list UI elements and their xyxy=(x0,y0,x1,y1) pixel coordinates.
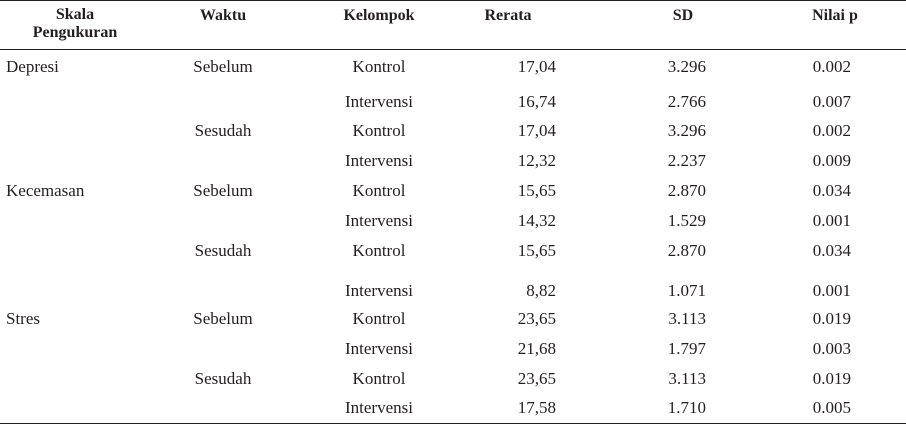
cell-rerata: 23,65 xyxy=(517,309,556,328)
cell-nilai-p: 0.019 xyxy=(812,309,851,328)
cell-kelompok: Kontrol xyxy=(352,57,406,76)
cell-sd: 3.113 xyxy=(668,369,706,388)
cell-rerata: 16,74 xyxy=(517,92,556,111)
cell-sd: 1.071 xyxy=(667,281,706,300)
header-skala xyxy=(6,6,144,42)
cell-kelompok: Kontrol xyxy=(352,121,406,140)
cell-kelompok: Intervensi xyxy=(345,151,413,170)
cell-sd: 2.237 xyxy=(667,151,706,170)
header-nilai-p: Nilai p xyxy=(812,7,858,24)
cell-kelompok: Intervensi xyxy=(345,92,413,111)
cell-rerata: 17,04 xyxy=(517,121,556,140)
cell-waktu: Sebelum xyxy=(193,57,253,76)
cell-kelompok: Kontrol xyxy=(352,369,406,388)
cell-skala: Stres xyxy=(6,309,40,328)
cell-nilai-p: 0.001 xyxy=(812,211,851,230)
cell-nilai-p: 0.002 xyxy=(812,57,851,76)
cell-kelompok: Kontrol xyxy=(352,241,406,260)
cell-waktu: Sesudah xyxy=(194,369,252,388)
cell-skala: Kecemasan xyxy=(6,181,85,200)
header-skala-line1: Skala xyxy=(55,6,95,23)
cell-sd: 2.766 xyxy=(667,92,706,111)
cell-rerata: 8,82 xyxy=(526,281,556,300)
cell-nilai-p: 0.019 xyxy=(812,369,851,388)
cell-nilai-p: 0.034 xyxy=(812,181,851,200)
cell-kelompok: Intervensi xyxy=(345,211,413,230)
cell-rerata: 17,58 xyxy=(517,398,556,417)
cell-nilai-p: 0.009 xyxy=(812,151,851,170)
table-top-rule xyxy=(0,0,906,1)
cell-waktu: Sebelum xyxy=(193,309,253,328)
table-bottom-rule xyxy=(0,423,906,424)
cell-rerata: 14,32 xyxy=(517,211,556,230)
cell-sd: 2.870 xyxy=(667,181,706,200)
cell-sd: 1.529 xyxy=(667,211,706,230)
cell-sd: 3.296 xyxy=(667,57,706,76)
cell-kelompok: Intervensi xyxy=(345,398,413,417)
cell-rerata: 12,32 xyxy=(517,151,556,170)
cell-nilai-p: 0.003 xyxy=(812,339,851,358)
header-skala-line2: Pengukuran xyxy=(32,24,118,41)
cell-skala: Depresi xyxy=(6,57,59,76)
cell-kelompok: Intervensi xyxy=(345,339,413,358)
cell-waktu: Sesudah xyxy=(194,121,252,140)
cell-kelompok: Intervensi xyxy=(345,281,413,300)
header-rerata: Rerata xyxy=(484,7,532,24)
header-kelompok: Kelompok xyxy=(343,7,415,24)
cell-rerata: 15,65 xyxy=(517,181,556,200)
cell-sd: 1.710 xyxy=(667,398,706,417)
cell-kelompok: Kontrol xyxy=(352,309,406,328)
cell-rerata: 23,65 xyxy=(517,369,556,388)
cell-nilai-p: 0.001 xyxy=(812,281,851,300)
cell-rerata: 15,65 xyxy=(517,241,556,260)
cell-sd: 3.113 xyxy=(668,309,706,328)
cell-nilai-p: 0.002 xyxy=(812,121,851,140)
cell-sd: 3.296 xyxy=(667,121,706,140)
cell-waktu: Sebelum xyxy=(193,181,253,200)
cell-rerata: 17,04 xyxy=(517,57,556,76)
cell-sd: 1.797 xyxy=(667,339,706,358)
cell-rerata: 21,68 xyxy=(517,339,556,358)
cell-nilai-p: 0.034 xyxy=(812,241,851,260)
cell-sd: 2.870 xyxy=(667,241,706,260)
cell-kelompok: Kontrol xyxy=(352,181,406,200)
cell-nilai-p: 0.007 xyxy=(812,92,851,111)
header-sd: SD xyxy=(672,7,694,24)
cell-nilai-p: 0.005 xyxy=(812,398,851,417)
table-header-rule xyxy=(0,49,906,50)
cell-waktu: Sesudah xyxy=(194,241,252,260)
header-waktu: Waktu xyxy=(199,7,247,24)
